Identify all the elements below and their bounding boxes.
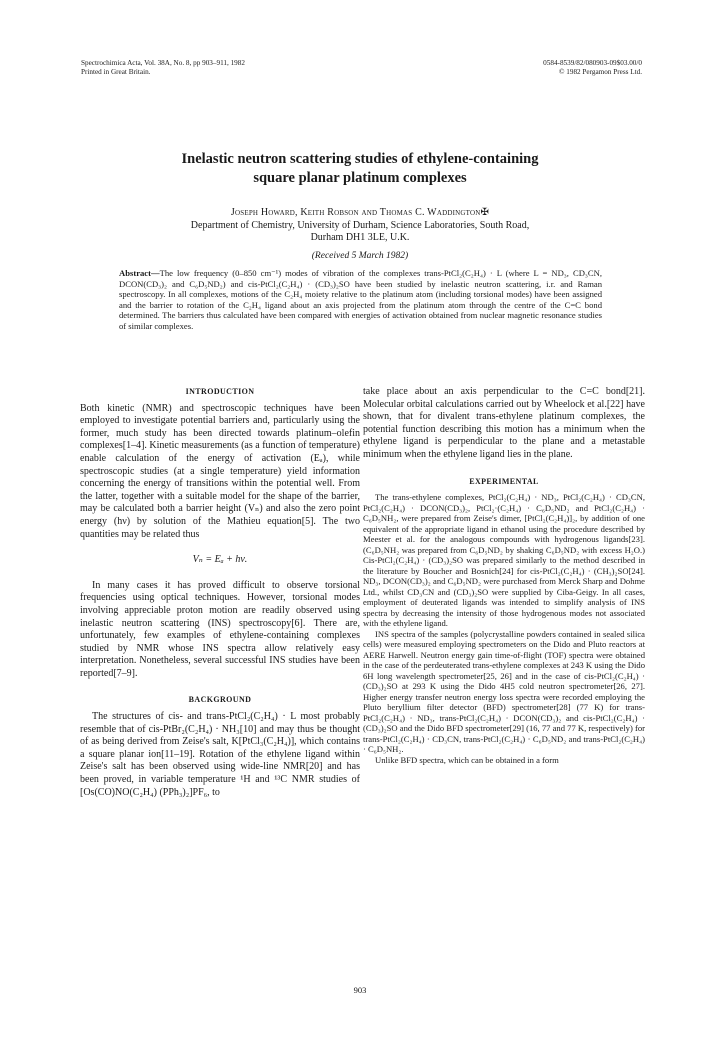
article-title [80,150,640,188]
title-line-1: Inelastic neutron scattering studies of ethylene-containing [181,151,539,167]
authors: Joseph Howard, Keith Robson and Thomas C. Waddington✠ [230,207,490,218]
journal-citation: Spectrochimica Acta, Vol. 38A, No. 8, pp 903–911, 1982 [81,59,245,67]
rotation-paragraph: take place about an axis perpendicular to the C=C bond[21]. Molecular orbital calculations carried out by Wheelock et al.[22] have shown, that for divalent trans-ethylene platinum complexes, the potential function describing this motion has a minimum when the ethylene ligand is perpendicular to the plane and a metastable minimum when the ethylene ligand lies in the plane. [363,386,645,460]
issn-code: 0584-8539/82/080903-09$03.00/0 [543,59,642,67]
received-date: (Received 5 March 1982) [311,251,409,261]
affiliation [80,220,640,244]
abstract-label: Abstract— [119,268,160,278]
right-column [363,386,645,765]
abstract [119,268,602,332]
left-column [80,386,360,799]
affiliation-line-1: Department of Chemistry, University of Durham, Science Laboratories, South Road, [190,220,530,231]
introduction-paragraph-2: In many cases it has proved difficult to observe torsional frequencies using optical techniques. However, torsional modes involving appreciable proton motion are readily observed using inelastic neutron scattering (INS) spectroscopy[6]. There are, unfortunately, few examples of ethylene-containing complexes studied by NMR whose INS spectra allow relatively easy interpretation. Nonetheless, several successful INS studies have been reported[7–9]. [80,579,360,679]
background-heading: BACKGROUND [188,695,252,705]
affiliation-line-2: Durham DH1 3LE, U.K. [310,232,410,243]
experimental-paragraph-1: The trans-ethylene complexes, PtCl₂(C₂H₄) · ND₃, PtCl₂(C₂H₄) · CD₃CN, PtCl₂(C₂H₄) · DCON(CD₃)₂, PtCl₂·(C₂H₄) · C₆D₅ND₂ and PtCl₂(C₂H₄) · C₆D₅NH₂, were prepared from Zeise's dimer, [PtCl₂(C₂H₄)]₂, by addition of one equivalent of the appropriate ligand in ethanol using the procedure described by Meester et al. for the analogous compounds with hydrogenous ligands[23]. (C₆D₅NH₂ was prepared from C₆D₅ND₂ by shaking C₆D₅ND₂ with excess H₂O.) Cis-PtCl₂(C₂H₄) · (CD₃)₂SO was prepared similarly to the method described in the literature by Boucher and Bosnich[24] for cis-PtCl₂(C₂H₄) · (CH₃)₂SO[24]. ND₃, DCON(CD₃)₂ and C₆D₅ND₂ were purchased from Merck Sharp and Dohme Ltd., whilst CD₃CN and (CD₃)₂SO were supplied by Ciba-Geigy. In all cases, employment of deuterated ligands was intended to simplify analysis of INS spectra by decreasing the intensity of those hydrogenous modes not associated with the ethylene ligand. [363,492,645,629]
experimental-paragraph-3: Unlike BFD spectra, which can be obtained in a form [375,754,559,765]
journal-header-right [543,59,642,77]
journal-header-left [81,59,245,77]
experimental-paragraph-2: INS spectra of the samples (polycrystalline powders contained in sealed silica cells) were measured employing spectrometers on the Dido and Pluto reactors at AERE Harwell. Neutron energy gain time-of-flight (TOF) spectra were obtained in the case of the perdeuterated trans-ethylene complexes at 243 K using the Dido 6H long wavelength spectrometer[25, 26] and in the case of cis-PtCl₂(C₂H₄) · (CD₃)₂SO at 293 K using the Dido 4H5 cold neutron spectrometer[26, 27]. Higher energy transfer neutron energy loss spectra were recorded employing the Pluto beryllium filter detector (BFD) spectrometer[28] (77 K) for trans-PtCl₂(C₂H₄) · ND₃, trans-PtCl₂(C₂H₄) · DCON(CD₃)₂ and cis-PtCl₂(C₂H₄) · (CD₃)₂SO and the Dido BFD spectrometer[29] (16, 77 and 77 K, respectively) for trans-PtCl₂(C₂H₄) · CD₃CN, trans-PtCl₂(C₂H₄) · C₆D₅ND₂ and trans-PtCl₂(C₂H₄) · C₆D₅NH₂. [363,628,645,755]
introduction-heading: INTRODUCTION [185,387,255,396]
copyright: © 1982 Pergamon Press Ltd. [559,68,642,76]
equation: Vₙ = Eₐ + hν. [192,554,248,566]
page-number: 903 [353,985,367,995]
experimental-heading: EXPERIMENTAL [469,476,539,486]
introduction-paragraph-1: Both kinetic (NMR) and spectroscopic techniques have been employed to investigate potential barriers and, particularly using the former, much study has been directed towards platinum–olefin complexes[1–4]. Kinetic measurements (as a function of temperature) enable calculation of the energy of activation (Eₐ), while spectroscopic studies (at a single temperature) yield information concerning the energy of transitions within the potential well. From the latter, together with a suitable model for the shape of the barrier, may be calculated both a barrier height (Vₙ) and also the zero point energy (hν) by solution of the Mathieu equation[5]. The two quantities may be related thus [80,402,360,540]
background-paragraph-1: The structures of cis- and trans-PtCl₂(C₂H₄) · L most probably resemble that of cis-PtBr₂(C₂H₄) · NH₃[10] and may thus be thought of as being derived from Zeise's salt, K[PtCl₃(C₂H₄)], which contains a square planar ion[11–19]. Rotation of the ethylene ligand within Zeise's salt has been observed using wide-line NMR[20] and has been proved, in variable temperature ¹H and ¹³C NMR studies of [Os(CO)NO(C₂H₄) (PPh₃)₂]PF₆, to [80,711,360,798]
title-line-2: square planar platinum complexes [253,170,467,186]
printed-in: Printed in Great Britain. [81,68,151,76]
abstract-text: The low frequency (0–850 cm⁻¹) modes of vibration of the complexes trans-PtCl₂(C₂H₄) · L (where L = ND₃, CD₃CN, DCON(CD₃)₂ and C₆D₅ND₂) and cis-PtCl₂(C₂H₄) · (CD₃)₂SO have been studied by inelastic neutron scattering, i.r. and Raman spectroscopy. In all complexes, motions of the C₂H₄ moiety relative to the platinum atom (including torsional modes) have been assigned and the barrier to rotation of the C₂H₄ ligand about an axis projected from the platinum atom through the centre of the C=C bond determined. The barriers thus calculated have been compared with energies of activation obtained from nuclear magnetic resonance studies of similar complexes. [119,268,602,331]
